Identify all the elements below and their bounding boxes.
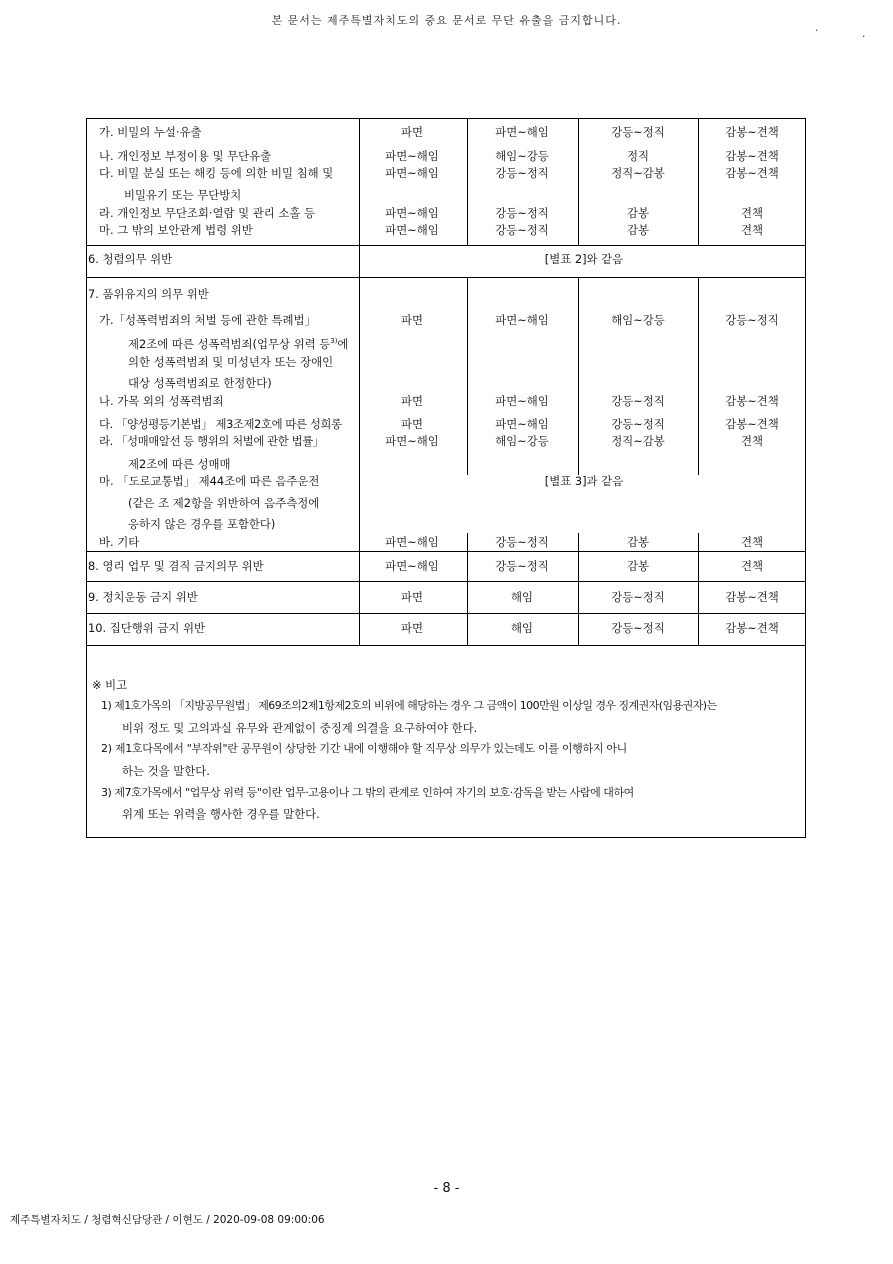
col-divider — [467, 533, 468, 645]
penalty-cell: 감봉~견책 — [725, 621, 779, 635]
penalty-cell: 파면~해임 — [495, 394, 549, 408]
penalty-cell: 강등~정직 — [611, 417, 665, 431]
section-label: 8. 영리 업무 및 겸직 금지의무 위반 — [88, 559, 264, 573]
penalty-cell: 정직~감봉 — [611, 166, 665, 180]
col-divider — [467, 277, 468, 475]
penalty-cell: 파면~해임 — [495, 125, 549, 139]
col-divider — [698, 533, 699, 645]
penalty-cell: 감봉~견책 — [725, 125, 779, 139]
col-divider — [578, 119, 579, 245]
penalty-cell: 강등~정직 — [611, 125, 665, 139]
note-item: 3) 제7호가목에서 "업무상 위력 등"이란 업무·고용이나 그 밖의 관계로 인하여 자기의 보호·감독을 받는 사람에 대하여 — [101, 786, 634, 799]
row-label-cont: 의한 성폭력범죄 및 미성년자 또는 장애인 — [128, 355, 334, 369]
row-label: 마. 「도로교통법」 제44조에 따른 음주운전 — [99, 474, 320, 488]
penalty-cell: 감봉~견책 — [725, 149, 779, 163]
penalty-cell: 파면 — [400, 590, 424, 604]
section-label: 6. 청렴의무 위반 — [88, 252, 173, 266]
penalty-cell: 정직~감봉 — [611, 434, 665, 448]
merged-cell: [별표 3]과 같음 — [544, 474, 624, 488]
note-item-cont: 하는 것을 말한다. — [122, 764, 210, 778]
penalty-cell: 해임~강등 — [495, 434, 549, 448]
row-label: 다. 「양성평등기본법」 제3조제2호에 따른 성희롱 — [99, 417, 342, 431]
note-item-cont: 비위 정도 및 고의과실 유무와 관계없이 중징계 의결을 요구하여야 한다. — [122, 721, 478, 735]
penalty-cell: 감봉 — [626, 206, 650, 220]
penalty-cell: 파면~해임 — [385, 535, 439, 549]
penalty-cell: 강등~정직 — [495, 535, 549, 549]
penalty-cell: 파면 — [400, 125, 424, 139]
penalty-cell: 강등~정직 — [611, 394, 665, 408]
row-label-cont: 제2조에 따른 성폭력범죄(업무상 위력 등$^{3)}$에 — [128, 336, 349, 351]
penalty-cell: 강등~정직 — [611, 590, 665, 604]
note-item-cont: 위계 또는 위력을 행사한 경우를 말한다. — [122, 807, 320, 821]
col-divider — [578, 533, 579, 645]
penalty-cell: 강등~정직 — [495, 166, 549, 180]
penalty-cell: 정직 — [626, 149, 650, 163]
penalty-cell: 강등~정직 — [495, 559, 549, 573]
row-label: 라. 「성매매알선 등 행위의 처벌에 관한 법률」 — [99, 434, 324, 448]
penalty-cell: 파면 — [400, 621, 424, 635]
penalty-cell: 파면~해임 — [495, 417, 549, 431]
col-divider — [467, 119, 468, 245]
penalty-cell: 감봉 — [626, 559, 650, 573]
merged-cell: [별표 2]와 같음 — [544, 252, 624, 266]
confidential-notice: 본 문서는 제주특별자치도의 중요 문서로 무단 유출을 금지합니다. — [271, 14, 622, 27]
row-label: 나. 개인정보 부정이용 및 무단유출 — [99, 149, 272, 163]
penalty-cell: 감봉~견책 — [725, 590, 779, 604]
penalty-cell: 감봉 — [626, 223, 650, 237]
penalty-cell: 강등~정직 — [495, 206, 549, 220]
penalty-cell: 견책 — [740, 559, 764, 573]
row-label: 가. 비밀의 누설·유출 — [99, 125, 202, 139]
penalty-cell: 해임~강등 — [495, 149, 549, 163]
penalty-cell: 파면~해임 — [385, 559, 439, 573]
col-divider — [359, 119, 360, 277]
section-label: 9. 정치운동 금지 위반 — [88, 590, 198, 604]
penalty-cell: 견책 — [740, 535, 764, 549]
print-footer: 제주특별자치도 / 청렴혁신담당관 / 이현도 / 2020-09-08 09:00:06 — [10, 1214, 325, 1226]
penalty-cell: 강등~정직 — [611, 621, 665, 635]
penalty-cell: 견책 — [740, 206, 764, 220]
row-label-cont: 응하지 않은 경우를 포함한다) — [128, 517, 276, 531]
col-divider — [698, 119, 699, 245]
penalty-cell: 감봉~견책 — [725, 417, 779, 431]
penalty-cell: 감봉~견책 — [725, 394, 779, 408]
penalty-cell: 파면~해임 — [385, 223, 439, 237]
penalty-cell: 해임 — [510, 590, 534, 604]
row-label-cont: 대상 성폭력범죄로 한정한다) — [128, 376, 272, 390]
penalty-cell: 견책 — [740, 223, 764, 237]
penalty-cell: 강등~정직 — [725, 313, 779, 327]
row-label: 마. 그 밖의 보안관계 법령 위반 — [99, 223, 253, 237]
row-label: 바. 기타 — [99, 535, 140, 549]
penalty-cell: 파면~해임 — [385, 149, 439, 163]
row-label: 라. 개인정보 무단조회·열람 및 관리 소홀 등 — [99, 206, 316, 220]
scan-mark: · — [862, 30, 866, 43]
penalty-cell: 파면~해임 — [385, 206, 439, 220]
row-label-cont: (같은 조 제2항을 위반하여 음주측정에 — [128, 496, 320, 510]
row-label: 다. 비밀 분실 또는 해킹 등에 의한 비밀 침해 및 — [99, 166, 334, 180]
penalty-cell: 해임~강등 — [611, 313, 665, 327]
penalty-cell: 해임 — [510, 621, 534, 635]
penalty-cell: 견책 — [740, 434, 764, 448]
col-divider — [578, 277, 579, 475]
row-label-cont: 제2조에 따른 성매매 — [128, 457, 231, 471]
penalty-cell: 파면 — [400, 394, 424, 408]
penalty-cell: 강등~정직 — [495, 223, 549, 237]
scan-mark: · — [815, 24, 819, 37]
row-label: 가.「성폭력범죄의 처벌 등에 관한 특례법」 — [99, 313, 316, 327]
section-label: 7. 품위유지의 의무 위반 — [88, 287, 209, 301]
penalty-cell: 파면 — [400, 417, 424, 431]
col-divider — [359, 277, 360, 645]
penalty-cell: 감봉 — [626, 535, 650, 549]
note-item: 2) 제1호다목에서 "부작위"란 공무원이 상당한 기간 내에 이행해야 할 직무상 의무가 있는데도 이를 이행하지 아니 — [101, 742, 628, 755]
note-item: 1) 제1호가목의 「지방공무원법」 제69조의2제1항제2호의 비위에 해당하는 경우 그 금액이 100만원 이상일 경우 징계권자(임용권자)는 — [101, 699, 717, 712]
penalty-cell: 파면~해임 — [385, 434, 439, 448]
penalty-cell: 파면~해임 — [495, 313, 549, 327]
notes-title: ※ 비고 — [92, 678, 128, 692]
col-divider — [698, 277, 699, 475]
row-divider — [87, 645, 805, 646]
penalty-cell: 파면~해임 — [385, 166, 439, 180]
row-label-cont: 비밀유기 또는 무단방치 — [124, 188, 242, 202]
penalty-cell: 감봉~견책 — [725, 166, 779, 180]
row-label: 나. 가목 외의 성폭력범죄 — [99, 394, 224, 408]
penalty-cell: 파면 — [400, 313, 424, 327]
row-divider — [87, 245, 805, 246]
page-number: - 8 - — [433, 1181, 460, 1196]
section-label: 10. 집단행위 금지 위반 — [88, 621, 206, 635]
